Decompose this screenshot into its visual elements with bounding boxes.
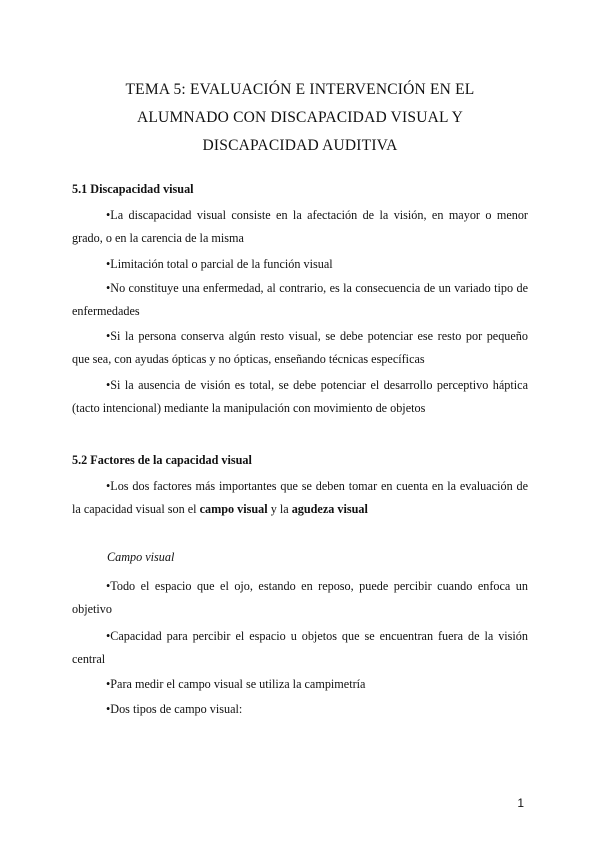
section-1-heading: 5.1 Discapacidad visual	[72, 182, 194, 196]
bullet-paragraph: •Para medir el campo visual se utiliza la campimetría	[106, 677, 366, 691]
section-2-intro	[72, 475, 528, 521]
title-line-1: TEMA 5: EVALUACIÓN E INTERVENCIÓN EN EL	[125, 81, 475, 98]
bullet-paragraph: •No constituye una enfermedad, al contrario, es la consecuencia de un variado tipo de enfermedades	[72, 281, 528, 318]
term-agudeza-visual: agudeza visual	[291, 502, 368, 516]
bullet-paragraph: •Si la ausencia de visión es total, se debe potenciar el desarrollo perceptivo háptica (tacto intencional) mediante la manipulación con movimiento de objetos	[72, 378, 528, 415]
bullet-paragraph: •Dos tipos de campo visual:	[106, 702, 243, 716]
bullet-paragraph: •Capacidad para percibir el espacio u objetos que se encuentran fuera de la visión central	[72, 629, 528, 666]
intro-text: y la	[267, 502, 292, 516]
document-title	[70, 76, 530, 160]
bullet-paragraph: •Si la persona conserva algún resto visual, se debe potenciar ese resto por pequeño que sea, con ayudas ópticas y no ópticas, enseñando técnicas específicas	[72, 329, 528, 366]
subheading-campo-visual: Campo visual	[107, 550, 175, 564]
term-campo-visual: campo visual	[199, 502, 268, 516]
bullet-paragraph: •Limitación total o parcial de la función visual	[106, 257, 333, 271]
title-line-2: ALUMNADO CON DISCAPACIDAD VISUAL Y	[136, 109, 463, 126]
bullet-paragraph: •La discapacidad visual consiste en la afectación de la visión, en mayor o menor grado, o en la carencia de la misma	[72, 208, 528, 245]
intro-text: •Los dos factores más importantes que se deben tomar en cuenta en la evaluación de la capacidad visual son el	[72, 479, 528, 516]
section-2-heading: 5.2 Factores de la capacidad visual	[72, 453, 252, 467]
bullet-paragraph: •Todo el espacio que el ojo, estando en reposo, puede percibir cuando enfoca un objetivo	[72, 579, 528, 616]
title-line-3: DISCAPACIDAD AUDITIVA	[202, 137, 398, 154]
page-number: 1	[517, 796, 524, 810]
